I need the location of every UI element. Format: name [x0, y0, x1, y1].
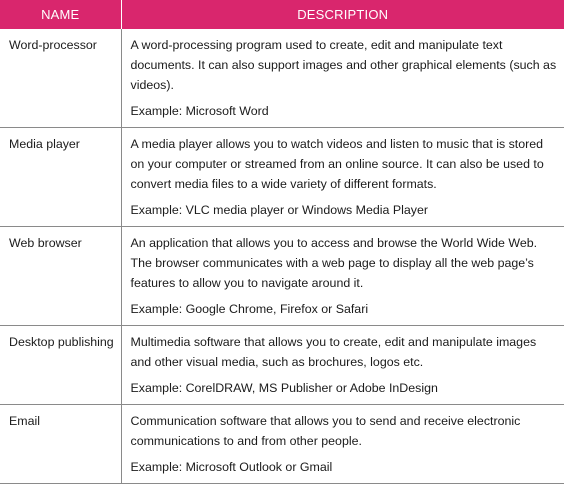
table-row	[0, 128, 564, 227]
name-cell: Email	[0, 405, 121, 484]
example-text: Example: Microsoft Outlook or Gmail	[130, 460, 333, 474]
description-cell	[121, 29, 564, 128]
description-cell	[121, 227, 564, 326]
description-cell	[121, 128, 564, 227]
description-cell	[121, 326, 564, 405]
header-row	[0, 0, 564, 29]
name-cell: Word-processor	[0, 29, 121, 128]
description-text: An application that allows you to access and browse the World Wide Web. The browser communicates with a web page to display all the web page’s features to allow you to navigate around it.	[130, 236, 538, 290]
table-row	[0, 29, 564, 128]
table-header	[0, 0, 564, 29]
header-description: DESCRIPTION	[121, 0, 564, 29]
description-text: Communication software that allows you to send and receive electronic communications to and from other people.	[130, 414, 521, 448]
description-text: A word-processing program used to create, edit and manipulate text documents. It can also support images and other graphical elements (such as videos).	[130, 38, 557, 92]
description-text: Multimedia software that allows you to create, edit and manipulate images and other visual media, such as brochures, logos etc.	[130, 335, 537, 369]
table-row	[0, 405, 564, 484]
example-text: Example: CorelDRAW, MS Publisher or Adobe InDesign	[130, 381, 438, 395]
name-cell: Media player	[0, 128, 121, 227]
description-text: A media player allows you to watch videos and listen to music that is stored on your computer or streamed from an online source. It can also be used to convert media files to a wide variety of different formats.	[130, 137, 544, 191]
table-row	[0, 326, 564, 405]
table-row	[0, 227, 564, 326]
example-text: Example: Microsoft Word	[130, 104, 269, 118]
example-text: Example: VLC media player or Windows Media Player	[130, 203, 428, 217]
example-text: Example: Google Chrome, Firefox or Safari	[130, 302, 369, 316]
header-name: NAME	[0, 0, 121, 29]
table-body	[0, 29, 564, 484]
name-cell: Desktop publishing	[0, 326, 121, 405]
description-cell	[121, 405, 564, 484]
name-cell: Web browser	[0, 227, 121, 326]
